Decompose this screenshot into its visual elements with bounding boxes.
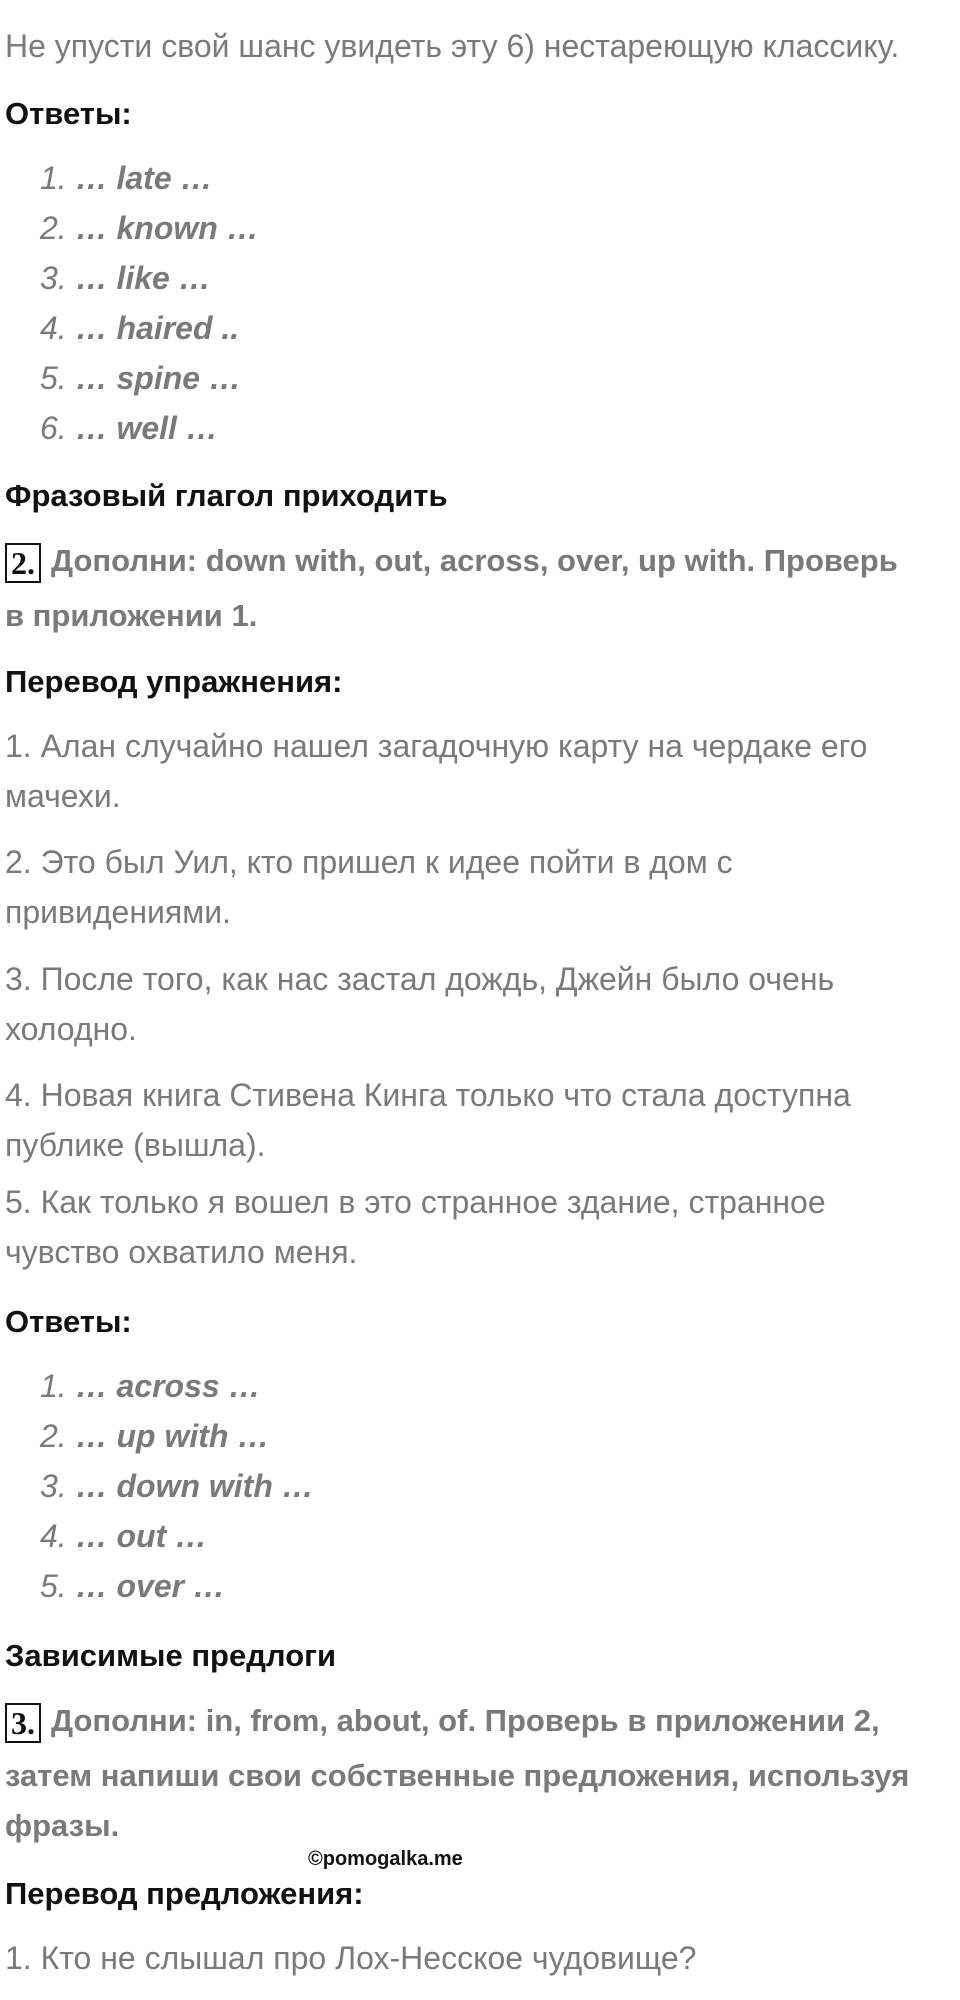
- answer-number: 5.: [40, 360, 67, 396]
- task-number-box: 2.: [5, 543, 41, 583]
- task-2-instruction: [5, 543, 898, 583]
- answer-text: … well …: [75, 410, 218, 446]
- answer-item: [40, 1518, 207, 1555]
- translation-heading: Перевод упражнения:: [5, 664, 343, 699]
- answer-item: [40, 1468, 314, 1505]
- answer-number: 3.: [40, 260, 67, 296]
- answer-text: … haired ..: [75, 310, 240, 346]
- answer-item: [40, 410, 218, 447]
- answer-text: … down with …: [75, 1468, 314, 1504]
- translation-line: холодно.: [5, 1011, 137, 1047]
- answer-text: … up with …: [75, 1418, 270, 1454]
- answers-heading: Ответы:: [5, 1304, 132, 1339]
- task-2-line-2: в приложении 1.: [5, 598, 258, 633]
- answer-number: 4.: [40, 310, 67, 346]
- answer-number: 5.: [40, 1568, 67, 1604]
- answer-item: [40, 160, 213, 197]
- answer-number: 3.: [40, 1468, 67, 1504]
- answer-text: … across …: [75, 1368, 261, 1404]
- section-heading-phrasal-verb: Фразовый глагол приходить: [5, 478, 448, 513]
- answer-item: [40, 1368, 261, 1405]
- translation-line: публике (вышла).: [5, 1127, 266, 1163]
- answer-text: … known …: [75, 210, 259, 246]
- answer-text: … spine …: [75, 360, 241, 396]
- translation-line: 2. Это был Уил, кто пришел к идее пойти в дом с: [5, 844, 733, 880]
- translation-line: 4. Новая книга Стивена Кинга только что стала доступна: [5, 1077, 851, 1113]
- translation-line: 1. Алан случайно нашел загадочную карту на чердаке его: [5, 728, 868, 764]
- task-3-instruction: [5, 1703, 880, 1743]
- task-3-line-1: Дополни: in, from, about, of. Проверь в приложении 2,: [51, 1703, 880, 1739]
- answer-item: [40, 360, 241, 397]
- answer-number: 6.: [40, 410, 67, 446]
- translation-line: чувство охватило меня.: [5, 1234, 358, 1270]
- answer-item: [40, 310, 239, 347]
- answer-text: … like …: [75, 260, 211, 296]
- answer-number: 2.: [40, 210, 67, 246]
- task-3-line-3: фразы.: [5, 1808, 120, 1843]
- answers-heading: Ответы:: [5, 96, 132, 131]
- translation-sentence-heading: Перевод предложения:: [5, 1876, 364, 1911]
- answer-text: … late …: [75, 160, 213, 196]
- intro-line: Не упусти свой шанс увидеть эту 6) нестареющую классику.: [5, 28, 900, 64]
- task-2-line-1: Дополни: down with, out, across, over, up with. Проверь: [51, 543, 898, 579]
- answer-number: 1.: [40, 160, 67, 196]
- task-number-box: 3.: [5, 1703, 41, 1743]
- translation-line: мачехи.: [5, 778, 121, 814]
- translation-line: 3. После того, как нас застал дождь, Джейн было очень: [5, 961, 835, 997]
- section-heading-dependent-prepositions: Зависимые предлоги: [5, 1638, 337, 1673]
- watermark: ©pomogalka.me: [308, 1848, 463, 1870]
- translation-line: привидениями.: [5, 894, 231, 930]
- answer-text: … out …: [75, 1518, 208, 1554]
- answer-item: [40, 260, 211, 297]
- task-3-line-2: затем напиши свои собственные предложения, используя: [5, 1758, 910, 1793]
- answer-item: [40, 1568, 225, 1605]
- answer-number: 2.: [40, 1418, 67, 1454]
- answer-text: … over …: [75, 1568, 225, 1604]
- answer-item: [40, 210, 259, 247]
- answer-number: 4.: [40, 1518, 67, 1554]
- answer-item: [40, 1418, 269, 1455]
- answer-number: 1.: [40, 1368, 67, 1404]
- translation-line: 1. Кто не слышал про Лох-Несское чудовище?: [5, 1940, 697, 1976]
- translation-line: 5. Как только я вошел в это странное здание, странное: [5, 1184, 826, 1220]
